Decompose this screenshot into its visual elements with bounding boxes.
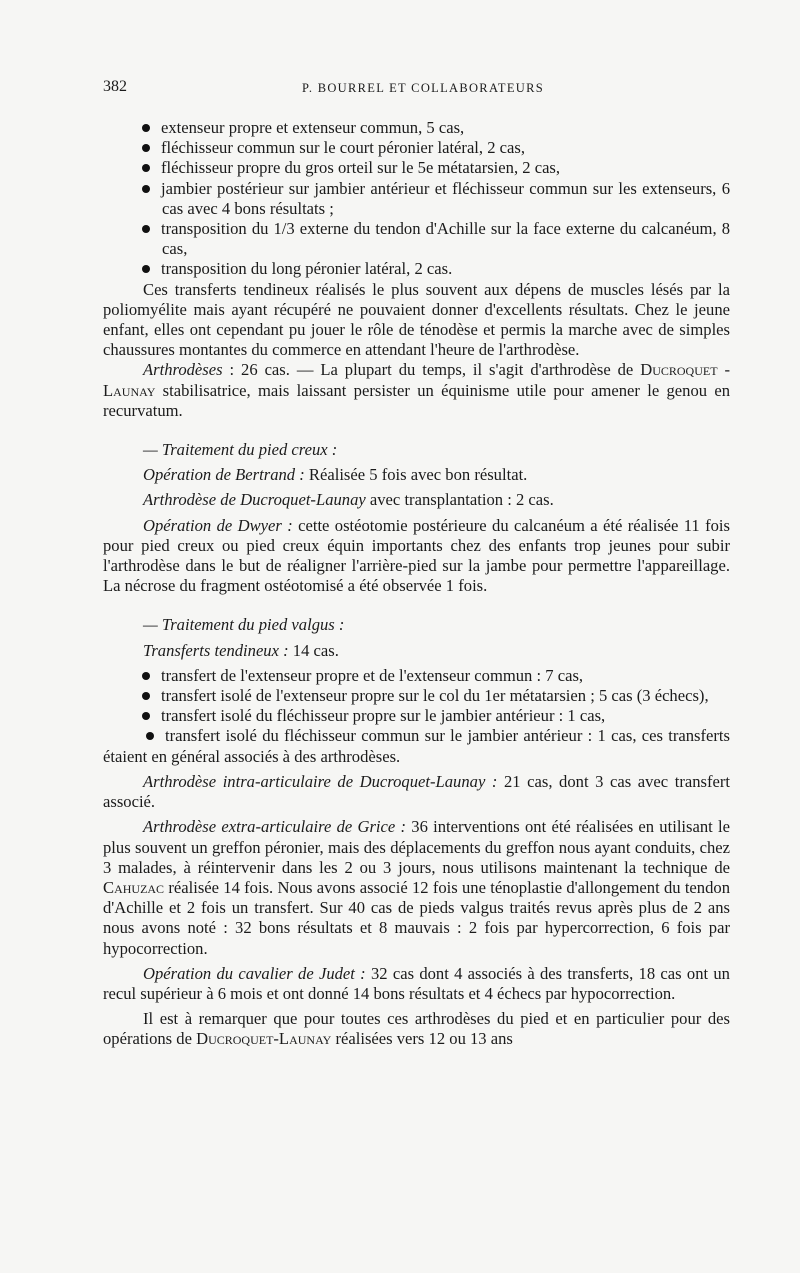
paragraph-judet: Opération du cavalier de Judet : 32 cas dont 4 associés à des transferts, 18 cas ont un recul supérieur à 6 mois et ont donné 14 bons résultats et 4 échecs par hypocorrection. (103, 963, 730, 1003)
paragraph-grice: Arthrodèse extra-articulaire de Grice : 36 interventions ont été réalisées en utilisant le plus souvent un greffon péronier, mais des déplacements du greffon nous ayant conduits, chez 3 malades, à réintervenir dans les 2 ou 3 jours, nous utilisons maintenant la technique de Cahuzac réalisée 14 fois. Nous avons associé 12 fois une ténoplastie d'allongement du tendon d'Achille et 2 fois un transfert. Sur 40 cas de pieds valgus traités revus après plus de 2 ans nous avons noté : 32 bons résultats et 8 mauvais : 2 fois par hypercorrection, 6 fois par hypocorrection. (103, 817, 730, 958)
bullet-icon (142, 124, 150, 132)
bullet-icon (142, 265, 150, 273)
paragraph-dwyer: Opération de Dwyer : cette ostéotomie postérieure du calcanéum a été réalisée 11 fois pour pied creux ou pied creux équin importants chez des enfants trop jeunes pour subir l'arthrodèse dans le but de réaligner l'arrière-pied sur la jambe pour permettre l'appareillage. La nécrose du fragment ostéotomisé a été observée 1 fois. (103, 515, 730, 596)
bullet-icon (146, 732, 154, 740)
bullet-icon (142, 672, 150, 680)
page-body (103, 118, 730, 1050)
paragraph-transferts-valgus: Transferts tendineux : 14 cas. (143, 640, 339, 660)
list-item: transposition du long péronier latéral, 2 cas. (103, 259, 730, 279)
paragraph-arthrodeses: Arthrodèses : 26 cas. — La plupart du temps, il s'agit d'arthrodèse de Ducroquet - Launay stabilisatrice, mais laissant persister un équinisme utile pour amener le genou en recurvatum. (103, 360, 730, 420)
list-item: transfert isolé du fléchisseur propre sur le jambier antérieur : 1 cas, (103, 706, 730, 726)
bullet-icon (142, 225, 150, 233)
list-item: transfert isolé du fléchisseur commun sur le jambier antérieur : 1 cas, ces transferts étaient en général associés à des arthrodèses. (103, 726, 730, 766)
list-item: transfert isolé de l'extenseur propre sur le col du 1er métatarsien ; 5 cas (3 échecs), (103, 686, 730, 706)
bullet-icon (142, 712, 150, 720)
spacer (103, 421, 730, 440)
bullet-icon (142, 164, 150, 172)
bullet-icon (142, 144, 150, 152)
bullet-icon (142, 692, 150, 700)
spacer (103, 596, 730, 615)
list-item: transposition du 1/3 externe du tendon d'Achille sur la face externe du calcanéum, 8 cas, (103, 219, 730, 259)
paragraph-ducroquet: Arthrodèse de Ducroquet-Launay avec transplantation : 2 cas. (143, 490, 554, 510)
list-item: jambier postérieur sur jambier antérieur et fléchisseur commun sur les extenseurs, 6 cas avec 4 bons résultats ; (103, 179, 730, 219)
section-heading-pied-valgus: — Traitement du pied valgus : (143, 615, 345, 635)
list-item: transfert de l'extenseur propre et de l'extenseur commun : 7 cas, (103, 666, 730, 686)
page-number: 382 (103, 78, 127, 95)
list-item: extenseur propre et extenseur commun, 5 cas, (103, 118, 730, 138)
section-heading-pied-creux: — Traitement du pied creux : (143, 440, 338, 460)
bullet-icon (142, 185, 150, 193)
paragraph-bertrand: Opération de Bertrand : Réalisée 5 fois avec bon résultat. (143, 465, 528, 485)
list-item: fléchisseur propre du gros orteil sur le 5e métatarsien, 2 cas, (103, 158, 730, 178)
bullet-list-transfers (103, 118, 730, 280)
list-item: fléchisseur commun sur le court péronier latéral, 2 cas, (103, 138, 730, 158)
page-header (103, 78, 743, 102)
paragraph-transfers: Ces transferts tendineux réalisés le plus souvent aux dépens de muscles lésés par la poliomyélite mais ayant récupéré ne pouvaient donner d'excellents résultats. Chez le jeune enfant, elles ont cependant pu jouer le rôle de ténodèse et permis la marche avec de simples chaussures montantes du commerce en attendant l'heure de l'arthrodèse. (103, 279, 730, 360)
running-title: P. BOURREL ET COLLABORATEURS (302, 81, 544, 95)
paragraph-intra-articulaire: Arthrodèse intra-articulaire de Ducroquet-Launay : 21 cas, dont 3 cas avec transfert associé. (103, 771, 730, 812)
paragraph-final: Il est à remarquer que pour toutes ces arthrodèses du pied et en particulier pour des opérations de Ducroquet-Launay réalisées vers 12 ou 13 ans (103, 1009, 730, 1049)
bullet-list-valgus (103, 666, 730, 767)
